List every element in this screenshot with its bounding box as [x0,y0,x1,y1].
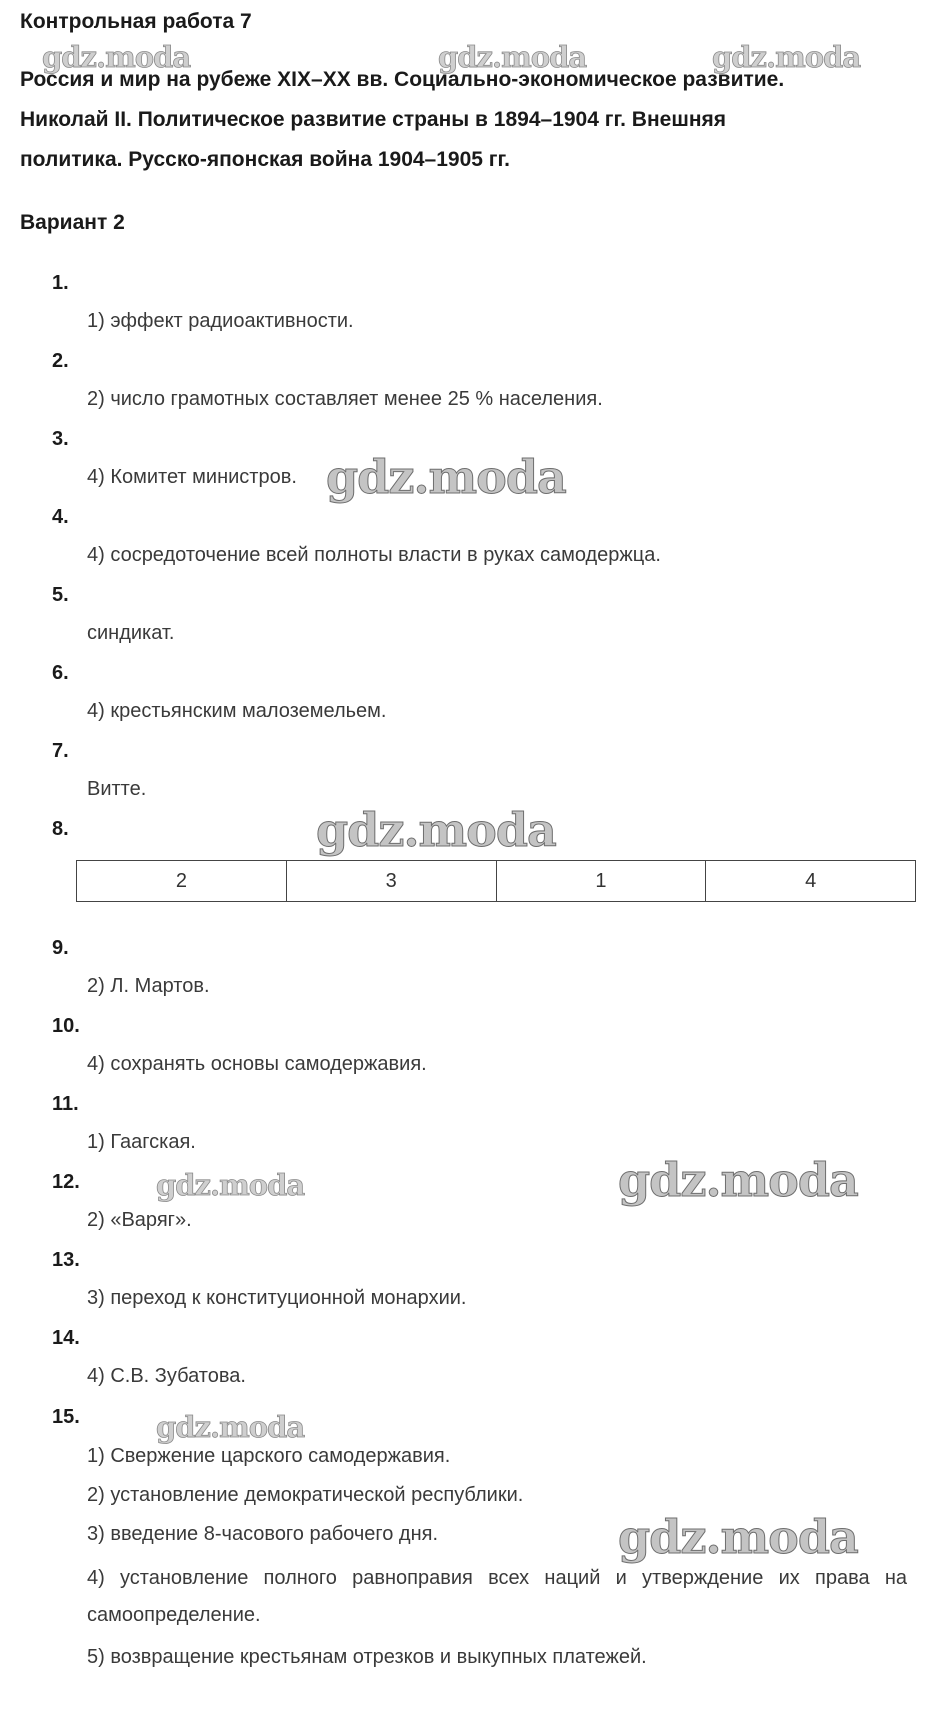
topic-line-1: Россия и мир на рубеже XIX–XX вв. Социально-экономическое развитие. [20,68,785,91]
watermark: gdz.moda [438,40,587,74]
answer-text: 2) Л. Мартов. [87,975,210,997]
watermark: gdz.moda [42,40,191,74]
question-number: 7. [52,740,69,762]
watermark: gdz.moda [316,803,556,857]
question-number: 10. [52,1015,80,1037]
answer-text: 4) крестьянским малоземельем. [87,700,387,722]
answer-text: 1) Гаагская. [87,1131,196,1153]
question-number: 1. [52,272,69,294]
question-number: 2. [52,350,69,372]
table-cell: 4 [706,861,916,902]
watermark: gdz.moda [156,1410,305,1444]
question-number: 14. [52,1327,80,1349]
answer-text: Витте. [87,778,147,800]
answer-text: 4) сохранять основы самодержавия. [87,1053,427,1075]
answer-text: 1) эффект радиоактивности. [87,310,354,332]
table-cell: 1 [496,861,706,902]
answer-list-item: 2) установление демократической республики. [87,1484,524,1506]
topic-line-2: Николай II. Политическое развитие страны в 1894–1904 гг. Внешняя [20,108,727,131]
question-number: 15. [52,1406,80,1428]
watermark: gdz.moda [618,1510,858,1564]
topic-line-3: политика. Русско-японская война 1904–1905 гг. [20,148,511,171]
answer-text: синдикат. [87,622,175,644]
watermark: gdz.moda [156,1168,305,1202]
answer-list-item: 3) введение 8-часового рабочего дня. [87,1523,439,1545]
watermark: gdz.moda [618,1153,858,1207]
question-number: 9. [52,937,69,959]
table-cell: 2 [77,861,287,902]
variant-title: Вариант 2 [20,211,125,234]
question-number: 3. [52,428,69,450]
table-cell: 3 [286,861,496,902]
answer-list-item: 1) Свержение царского самодержавия. [87,1445,451,1467]
answer-list-item: 5) возвращение крестьянам отрезков и выкупных платежей. [87,1646,647,1668]
answer-text: 2) число грамотных составляет менее 25 % населения. [87,388,603,410]
watermark: gdz.moda [712,40,861,74]
answer-text: 3) переход к конституционной монархии. [87,1287,467,1309]
work-title: Контрольная работа 7 [20,10,252,33]
question-number: 13. [52,1249,80,1271]
watermark: gdz.moda [326,450,566,504]
question-number: 5. [52,584,69,606]
answer-text: 2) «Варяг». [87,1209,192,1231]
question-number: 12. [52,1171,80,1193]
answer-list-item: 4) установление полного равноправия всех наций и утверждение их права на самоопределение. [87,1567,907,1626]
question-number: 4. [52,506,69,528]
answer-text: 4) Комитет министров. [87,466,297,488]
question-number: 11. [52,1093,79,1115]
answer-text: 4) сосредоточение всей полноты власти в руках самодержца. [87,544,661,566]
answer-text: 4) С.В. Зубатова. [87,1365,246,1387]
question-number: 8. [52,818,69,840]
answer-table [76,860,916,902]
question-number: 6. [52,662,69,684]
